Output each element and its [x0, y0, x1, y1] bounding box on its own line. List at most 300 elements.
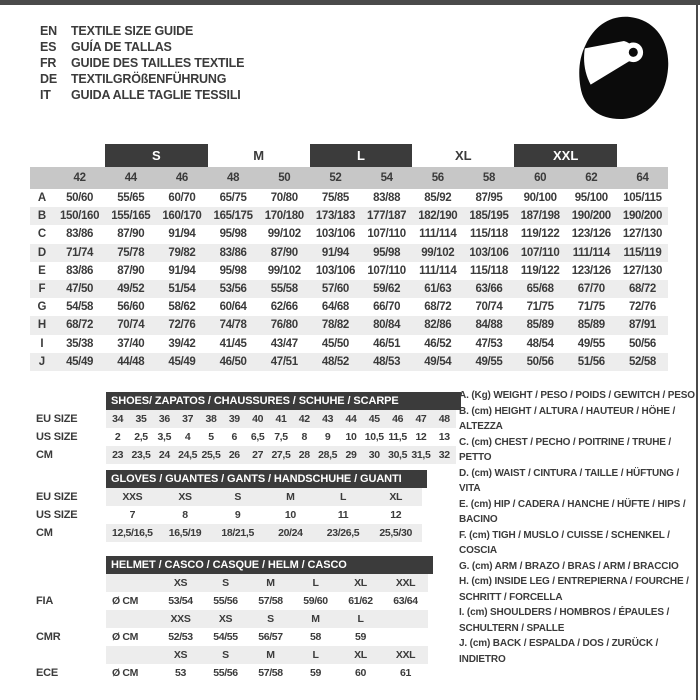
row-cells	[106, 506, 422, 524]
cell: 23/26,5	[326, 527, 360, 539]
size-cell: 79/82	[168, 246, 196, 259]
size-cell: 68/72	[66, 319, 94, 332]
legend-item: C. (cm) CHEST / PECHO / POITRINE / TRUHE / PETTO	[459, 436, 672, 463]
cell: L	[312, 649, 319, 661]
cell: XL	[389, 491, 403, 503]
row-letter: I	[40, 337, 44, 350]
cell: 5	[208, 431, 214, 443]
language-code: DE	[40, 72, 57, 86]
size-cell: 70/80	[270, 192, 298, 205]
cell: L	[339, 491, 347, 503]
cell: 30,5	[388, 449, 408, 461]
size-cell: 60/70	[168, 192, 196, 205]
cell: XS	[173, 577, 188, 589]
size-row-b	[30, 207, 668, 225]
cell: 26	[228, 449, 240, 461]
cell: 59	[310, 667, 321, 679]
size-cell: 49/54	[424, 355, 452, 368]
size-cell: 187/198	[520, 210, 560, 223]
row-label: EU SIZE	[36, 491, 78, 503]
cell: 55/56	[213, 595, 238, 607]
row-label	[36, 610, 106, 628]
size-cell: 78/82	[321, 319, 349, 332]
cell: 7	[129, 509, 136, 521]
cell: 40	[252, 413, 264, 425]
cell: M	[311, 613, 320, 625]
size-band-empty	[54, 144, 105, 167]
size-cell: 127/130	[622, 228, 663, 241]
size-cell: 52/58	[628, 355, 656, 368]
size-cell: 43/47	[270, 337, 298, 350]
size-cell: 50/60	[66, 192, 94, 205]
size-cell: 59/62	[373, 283, 401, 296]
row-cells	[106, 410, 456, 428]
shoes-header-row	[36, 392, 461, 410]
cell: XS	[178, 491, 192, 503]
cell: 6	[231, 431, 238, 443]
size-cell: 74/78	[219, 319, 247, 332]
cell: 10	[284, 509, 296, 521]
legend-item: B. (cm) HEIGHT / ALTURA / HAUTEUR / HÖHE / ALTEZZA	[459, 405, 676, 432]
size-cell: 70/74	[475, 301, 503, 314]
size-cell: 115/118	[470, 228, 508, 241]
size-cell: 65/75	[219, 192, 247, 205]
cell: 37	[182, 413, 194, 425]
cell: 24	[158, 449, 170, 461]
cell: 6,5	[250, 431, 265, 443]
row-letter: F	[38, 283, 46, 296]
size-cell: 62/66	[270, 301, 298, 314]
column-header-row	[30, 167, 668, 189]
cell: 47	[415, 413, 427, 425]
size-cell: 35/38	[66, 337, 94, 350]
size-cell: 103/106	[315, 228, 355, 241]
size-cell: 67/70	[577, 283, 605, 296]
size-cell: 46/52	[424, 337, 452, 350]
size-row-c	[30, 225, 668, 243]
size-band-row	[30, 144, 668, 167]
lower-tables	[36, 392, 461, 682]
size-row-d	[30, 244, 668, 262]
table-row	[36, 506, 461, 524]
language-code: EN	[40, 24, 57, 38]
language-title: TEXTILGRÖßENFÜHRUNG	[71, 72, 227, 86]
size-cell: 76/80	[270, 319, 298, 332]
size-cell: 68/72	[628, 283, 656, 296]
size-cell: 84/88	[475, 319, 503, 332]
measurement-legend	[459, 388, 699, 667]
cell: 23,5	[131, 449, 151, 461]
row-label: EU SIZE	[36, 413, 78, 425]
cell: 20/24	[278, 527, 303, 539]
row-label	[36, 646, 106, 664]
size-cell: 123/126	[571, 228, 611, 241]
cell	[106, 646, 158, 664]
row-letter: C	[37, 228, 47, 241]
row-cells	[106, 446, 456, 464]
size-cell: 75/78	[117, 246, 145, 259]
shoes-table	[36, 392, 461, 464]
row-letter: H	[37, 319, 47, 332]
cell: 29	[345, 449, 357, 461]
cell: 56/57	[258, 631, 283, 643]
size-cell: 45/49	[66, 355, 94, 368]
cell: XS	[173, 649, 188, 661]
size-cell: 53/56	[219, 283, 247, 296]
size-cell: 115/119	[623, 246, 662, 259]
row-cells	[106, 428, 456, 446]
size-cell: 182/190	[418, 210, 458, 223]
legend-item: I. (cm) SHOULDERS / HOMBROS / ÉPAULES / SCHULTERN / SPALLE	[459, 607, 670, 634]
size-cell: 56/60	[117, 301, 145, 314]
row-cells	[106, 664, 428, 682]
size-band-xxl: XXL	[514, 144, 616, 167]
cell: 11	[337, 509, 349, 521]
language-row	[40, 87, 244, 103]
row-label: CMR	[36, 631, 61, 643]
size-band-xl: XL	[455, 148, 472, 163]
column-header: 48	[227, 172, 240, 184]
cell: 9	[324, 431, 331, 443]
size-cell: 48/54	[526, 337, 554, 350]
cell: 25,5/30	[379, 527, 412, 539]
language-code: IT	[40, 88, 51, 102]
cell: XXL	[395, 577, 416, 589]
row-letter: E	[38, 264, 46, 277]
column-header: 46	[175, 172, 188, 184]
size-row-f	[30, 280, 668, 298]
size-cell: 50/56	[526, 355, 554, 368]
size-cell: 105/115	[623, 192, 662, 205]
column-header: 42	[73, 172, 86, 184]
size-cell: 87/91	[628, 319, 656, 332]
size-cell: 155/165	[111, 210, 151, 223]
size-cell: 46/50	[219, 355, 247, 368]
size-cell: 75/85	[321, 192, 349, 205]
size-cell: 95/98	[219, 228, 247, 241]
row-label	[36, 574, 106, 592]
size-cell: 66/70	[373, 301, 401, 314]
size-cell: 41/45	[219, 337, 247, 350]
row-label: US SIZE	[36, 431, 78, 443]
language-title: TEXTILE SIZE GUIDE	[71, 24, 194, 38]
column-header: 62	[585, 172, 598, 184]
size-cell: 119/122	[520, 228, 560, 241]
size-row-j	[30, 353, 668, 371]
legend-item: J. (cm) BACK / ESPALDA / DOS / ZURÜCK / INDIETRO	[459, 638, 659, 665]
size-cell: 61/63	[424, 283, 452, 296]
size-cell: 65/68	[526, 283, 554, 296]
row-cells	[106, 574, 428, 592]
size-cell: 115/118	[470, 264, 508, 277]
row-label-spacer	[36, 556, 106, 574]
size-row-h	[30, 316, 668, 334]
cell: 25,5	[201, 449, 221, 461]
size-band-s: S	[105, 144, 207, 167]
cell: 12	[390, 509, 402, 521]
size-cell: 111/114	[419, 228, 457, 241]
cell: 41	[275, 413, 287, 425]
row-letter: G	[37, 301, 47, 314]
cell: S	[234, 491, 241, 503]
row-letter: A	[37, 192, 47, 205]
size-cell: 123/126	[571, 264, 611, 277]
row-cells	[106, 646, 428, 664]
size-row-i	[30, 335, 668, 353]
cell: Ø CM	[112, 595, 139, 607]
row-label: CM	[36, 527, 53, 539]
cell: 7,5	[274, 431, 288, 443]
size-band-m: M	[253, 148, 265, 163]
size-cell: 39/42	[168, 337, 196, 350]
cell: 32	[438, 449, 450, 461]
size-cell: 87/90	[117, 228, 145, 241]
size-cell: 173/183	[315, 210, 355, 223]
cell: 11,5	[388, 431, 407, 443]
band-letter-spacer	[30, 144, 54, 167]
cell: XXL	[395, 649, 416, 661]
size-cell: 49/52	[117, 283, 145, 296]
size-cell: 85/92	[424, 192, 452, 205]
size-cell: 71/74	[66, 246, 94, 259]
cell: 36	[158, 413, 170, 425]
table-row	[36, 410, 461, 428]
column-header: 44	[124, 172, 137, 184]
table-row	[36, 646, 461, 664]
cell: 46	[392, 413, 404, 425]
size-cell: 83/86	[66, 264, 94, 277]
cell: 57/58	[258, 667, 283, 679]
legend-item: G. (cm) ARM / BRAZO / BRAS / ARM / BRACCIO	[459, 560, 679, 572]
cell: M	[286, 491, 295, 503]
cell: 61/62	[348, 595, 373, 607]
cell: M	[266, 649, 275, 661]
column-header: 54	[380, 172, 393, 184]
gloves-header-row	[36, 470, 461, 488]
helmet-header-row	[36, 556, 461, 574]
column-header-spacer	[30, 167, 54, 189]
row-letter: D	[37, 246, 47, 259]
table-row	[36, 610, 461, 628]
shoes-table-header: SHOES/ ZAPATOS / CHAUSSURES / SCHUHE / SCARPE	[106, 392, 461, 410]
gloves-table	[36, 470, 461, 542]
cell: 60	[355, 667, 366, 679]
language-title: GUIDE DES TAILLES TEXTILE	[71, 56, 245, 70]
size-cell: 70/74	[117, 319, 145, 332]
size-cell: 58/62	[168, 301, 196, 314]
column-header: 64	[636, 172, 649, 184]
spacer	[36, 542, 461, 556]
row-cells	[106, 524, 422, 542]
cell: Ø CM	[112, 667, 139, 679]
cell: L	[312, 577, 319, 589]
size-cell: 85/89	[577, 319, 605, 332]
cell: 24,5	[178, 449, 198, 461]
size-cell: 103/106	[469, 246, 509, 259]
cell: 3,5	[157, 431, 172, 443]
size-cell: 91/94	[168, 228, 196, 241]
size-cell: 160/170	[162, 210, 202, 223]
language-code: ES	[40, 40, 57, 54]
size-cell: 95/98	[373, 246, 401, 259]
language-title: GUÍA DE TALLAS	[71, 40, 172, 54]
photo-top-border	[0, 0, 700, 5]
column-header: 56	[431, 172, 444, 184]
size-band-empty	[617, 144, 668, 167]
cell: 12	[415, 431, 427, 443]
size-cell: 177/187	[367, 210, 407, 223]
table-row	[36, 574, 461, 592]
size-cell: 85/89	[526, 319, 554, 332]
size-cell: 87/95	[475, 192, 503, 205]
cell: 30	[368, 449, 380, 461]
language-title-list	[40, 23, 244, 103]
size-cell: 44/48	[117, 355, 145, 368]
cell: 12,5/16,5	[112, 527, 153, 539]
cell: 9	[234, 509, 241, 521]
size-cell: 83/86	[219, 246, 247, 259]
size-cell: 91/94	[321, 246, 349, 259]
size-cell: 64/68	[321, 301, 349, 314]
helmet-size-table	[36, 556, 461, 682]
size-cell: 71/75	[577, 301, 605, 314]
size-cell: 119/122	[520, 264, 560, 277]
cell	[383, 610, 428, 628]
size-cell: 91/94	[168, 264, 196, 277]
row-label: CM	[36, 449, 53, 461]
size-cell: 111/114	[419, 264, 457, 277]
cell: 59/60	[303, 595, 328, 607]
size-row-g	[30, 298, 668, 316]
size-cell: 46/51	[373, 337, 401, 350]
cell: 59	[355, 631, 366, 643]
legend-item: A. (Kg) WEIGHT / PESO / POIDS / GEWITCH / PESO	[459, 390, 695, 401]
size-cell: 165/175	[213, 210, 253, 223]
size-cell: 107/110	[367, 228, 406, 241]
cell: S	[222, 649, 229, 661]
legend-item: D. (cm) WAIST / CINTURA / TAILLE / HÜFTUNG / VITA	[459, 467, 680, 494]
size-row-e	[30, 262, 668, 280]
size-cell: 63/66	[475, 283, 503, 296]
size-cell: 82/86	[424, 319, 452, 332]
size-cell: 55/58	[270, 283, 298, 296]
table-row	[36, 446, 461, 464]
size-cell: 47/53	[475, 337, 503, 350]
language-row	[40, 71, 244, 87]
row-label-spacer	[36, 392, 106, 410]
size-cell: 99/102	[421, 246, 455, 259]
cell: XXS	[170, 613, 191, 625]
table-row	[36, 428, 461, 446]
size-cell: 80/84	[373, 319, 401, 332]
table-row	[36, 664, 461, 682]
cell: 35	[135, 413, 147, 425]
cell: 55/56	[213, 667, 238, 679]
cell: 52/53	[168, 631, 193, 643]
row-cells	[106, 628, 428, 646]
row-label: US SIZE	[36, 509, 78, 521]
cell	[106, 574, 158, 592]
size-cell: 51/56	[577, 355, 605, 368]
size-cell: 48/52	[321, 355, 349, 368]
cell: 44	[345, 413, 357, 425]
cell: 27,5	[271, 449, 291, 461]
cell: 8	[182, 509, 188, 521]
cell: 28	[298, 449, 310, 461]
size-cell: 55/65	[117, 192, 145, 205]
row-label-spacer	[36, 470, 106, 488]
size-cell: 37/40	[117, 337, 145, 350]
table-row	[36, 488, 461, 506]
cell: 10	[345, 431, 357, 443]
size-cell: 111/114	[572, 246, 610, 259]
table-row	[36, 628, 461, 646]
cell: S	[267, 613, 274, 625]
size-cell: 99/102	[267, 228, 301, 241]
size-cell: 72/76	[168, 319, 196, 332]
size-cell: 51/54	[168, 283, 196, 296]
cell: 58	[310, 631, 321, 643]
cell: Ø CM	[112, 631, 139, 643]
cell: 4	[184, 431, 191, 443]
row-cells	[106, 488, 422, 506]
size-cell: 47/50	[66, 283, 94, 296]
legend-item: E. (cm) HIP / CADERA / HANCHE / HÜFTE / HIPS / BACINO	[459, 498, 686, 525]
main-size-table	[30, 144, 668, 371]
size-cell: 99/102	[267, 264, 301, 277]
cell: 13	[438, 431, 450, 443]
cell: 53	[175, 667, 186, 679]
cell: 23	[112, 449, 124, 461]
cell: 57/58	[258, 595, 283, 607]
helmet-table-header: HELMET / CASCO / CASQUE / HELM / CASCO	[106, 556, 433, 574]
row-cells	[106, 610, 428, 628]
legend-item: F. (cm) TIGH / MUSLO / CUISSE / SCHENKEL / COSCIA	[459, 529, 670, 556]
size-cell: 72/76	[628, 301, 656, 314]
size-cell: 90/100	[523, 192, 557, 205]
cell: M	[266, 577, 275, 589]
size-cell: 45/50	[321, 337, 349, 350]
cell	[383, 628, 428, 646]
size-cell: 54/58	[66, 301, 94, 314]
cell: XXS	[122, 491, 143, 503]
cell: 16,5/19	[168, 527, 202, 539]
cell: 31,5	[411, 449, 431, 461]
cell	[106, 610, 158, 628]
cell: 34	[112, 413, 124, 425]
size-cell: 87/90	[270, 246, 298, 259]
cell: 45	[368, 413, 380, 425]
cell: 8	[301, 431, 308, 443]
column-header: 58	[482, 172, 495, 184]
language-title: GUIDA ALLE TAGLIE TESSILI	[71, 88, 241, 102]
language-row	[40, 39, 244, 55]
row-cells	[106, 592, 428, 610]
cell: 10,5	[364, 431, 384, 443]
gloves-table-header: GLOVES / GUANTES / GANTS / HANDSCHUHE / GUANTI	[106, 470, 427, 488]
cell: 42	[298, 413, 310, 425]
size-cell: 107/110	[520, 246, 560, 259]
size-cell: 71/75	[526, 301, 554, 314]
language-code: FR	[40, 56, 57, 70]
size-cell: 170/180	[264, 210, 304, 223]
size-cell: 60/64	[219, 301, 247, 314]
size-cell: 95/98	[219, 264, 247, 277]
row-label: FIA	[36, 595, 54, 607]
size-cell: 49/55	[577, 337, 605, 350]
size-cell: 190/200	[571, 210, 611, 223]
table-row	[36, 592, 461, 610]
